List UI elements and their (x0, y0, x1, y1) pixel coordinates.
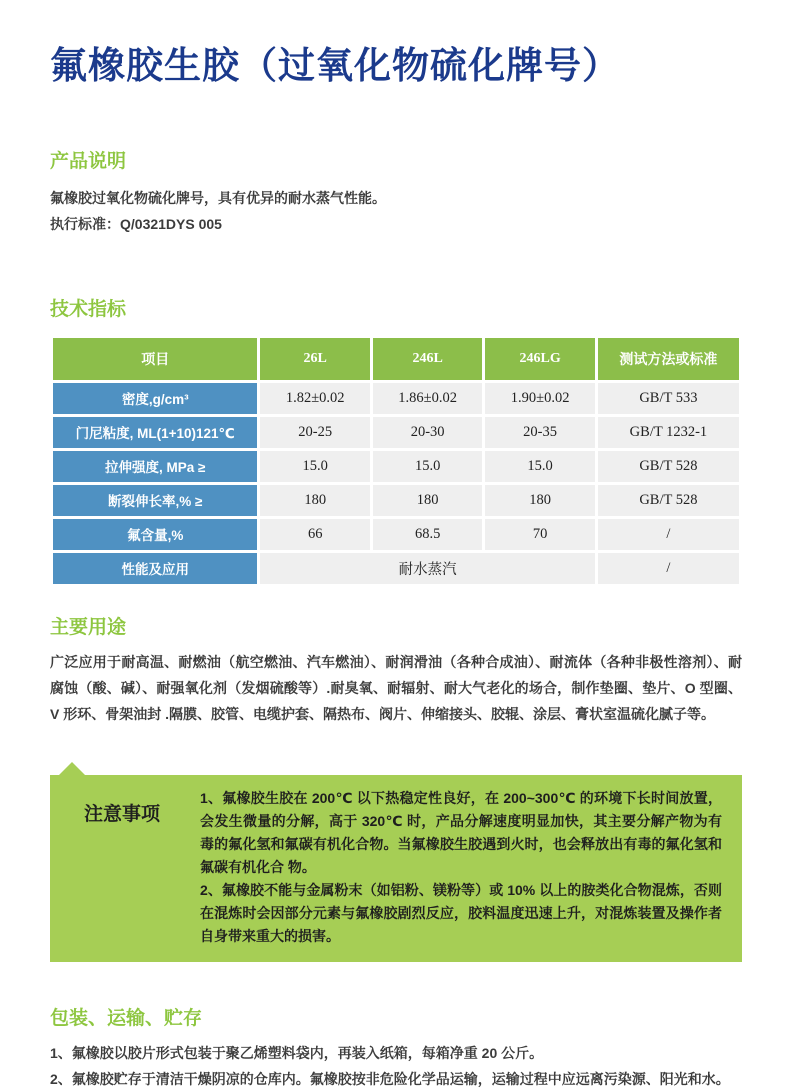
spec-table (50, 335, 742, 587)
packaging-section (50, 1006, 742, 1092)
spec-cell: 15.0 (373, 451, 482, 482)
spec-row-label: 拉伸强度, MPa ≥ (53, 451, 257, 482)
spec-cell: 1.86±0.02 (373, 383, 482, 414)
spec-cell: 20-30 (373, 417, 482, 448)
spec-row-density (53, 383, 739, 414)
spec-cell: 70 (485, 519, 594, 550)
spec-row-tensile-strength (53, 451, 739, 482)
spec-cell: 15.0 (485, 451, 594, 482)
page-title: 氟橡胶生胶（过氧化物硫化牌号） (50, 45, 620, 86)
spec-col-header-method: 测试方法或标准 (598, 338, 739, 380)
spec-row-label: 密度,g/cm³ (53, 383, 257, 414)
spec-row-performance (53, 553, 739, 584)
execution-standard-text: 执行标准：Q/0321DYS 005 (50, 215, 222, 232)
notice-label: 注意事项 (84, 803, 161, 825)
product-datasheet-page (50, 0, 742, 1092)
spec-cell: 66 (260, 519, 369, 550)
spec-cell: 20-35 (485, 417, 594, 448)
spec-row-label: 门尼粘度, ML(1+10)121℃ (53, 417, 257, 448)
main-uses-heading: 主要用途 (50, 616, 127, 638)
spec-cell: 180 (485, 485, 594, 516)
product-description-section (50, 149, 742, 237)
spec-merged-cell: 耐水蒸汽 (260, 553, 594, 584)
spec-method-cell: GB/T 533 (598, 383, 739, 414)
spec-cell: 1.90±0.02 (485, 383, 594, 414)
spec-col-header-246l: 246L (373, 338, 482, 380)
spec-method-cell: / (598, 519, 739, 550)
spec-method-cell: GB/T 1232-1 (598, 417, 739, 448)
spec-cell: 20-25 (260, 417, 369, 448)
notice-pointer-triangle (58, 762, 86, 776)
spec-method-cell: GB/T 528 (598, 485, 739, 516)
notice-box (50, 775, 742, 962)
spec-cell: 15.0 (260, 451, 369, 482)
product-description-text: 氟橡胶过氧化物硫化牌号，具有优异的耐水蒸气性能。 (50, 189, 386, 206)
spec-cell: 180 (260, 485, 369, 516)
spec-row-label: 性能及应用 (53, 553, 257, 584)
packaging-heading: 包装、运输、贮存 (50, 1007, 203, 1029)
spec-cell: 1.82±0.02 (260, 383, 369, 414)
packaging-item-2: 2、氟橡胶贮存于清洁干燥阴凉的仓库内。氟橡胶按非危险化学品运输，运输过程中应远离污染源、阳光和水。 (50, 1070, 730, 1087)
main-uses-text: 广泛应用于耐高温、耐燃油（航空燃油、汽车燃油）、耐润滑油（各种合成油）、耐流体（各种非极性溶剂）、耐腐蚀（酸、碱）、耐强氧化剂（发烟硫酸等）.耐臭氧、耐辐射、耐大气老化的场合，制作垫圈、垫片、O 型圈、V 形环、骨架油封 .隔膜、胶管、电缆护套、隔热布、阀片、伸缩接头、胶辊、涂层、膏状室温硫化腻子等。 (50, 653, 742, 722)
spec-row-label: 氟含量,% (53, 519, 257, 550)
product-description-heading: 产品说明 (50, 150, 127, 172)
spec-row-label: 断裂伸长率,% ≥ (53, 485, 257, 516)
spec-row-fluorine-content (53, 519, 739, 550)
spec-col-header-26l: 26L (260, 338, 369, 380)
spec-cell: 68.5 (373, 519, 482, 550)
spec-col-header-item: 项目 (53, 338, 257, 380)
spec-row-elongation (53, 485, 739, 516)
spec-method-cell: / (598, 553, 739, 584)
tech-specs-heading: 技术指标 (50, 298, 127, 320)
spec-cell: 180 (373, 485, 482, 516)
tech-specs-section (50, 297, 742, 587)
spec-col-header-246lg: 246LG (485, 338, 594, 380)
main-uses-section (50, 615, 742, 727)
packaging-item-1: 1、氟橡胶以胶片形式包装于聚乙烯塑料袋内，再装入纸箱，每箱净重 20 公斤。 (50, 1044, 544, 1061)
spec-method-cell: GB/T 528 (598, 451, 739, 482)
spec-row-mooney-viscosity (53, 417, 739, 448)
spec-header-row (53, 338, 739, 380)
notice-item-2: 2、氟橡胶不能与金属粉末（如铝粉、镁粉等）或 10% 以上的胺类化合物混炼，否则在混炼时会因部分元素与氟橡胶剧烈反应，胶料温度迅速上升，对混炼装置及操作者自身带来重大的损害。 (200, 881, 722, 944)
notice-item-1: 1、氟橡胶生胶在 200℃ 以下热稳定性良好，在 200~300℃ 的环境下长时间放置，会发生微量的分解，高于 320℃ 时，产品分解速度明显加快，其主要分解产物为有毒的氟化氢和氟碳有机化合物。当氟橡胶生胶遇到火时，也会释放出有毒的氟化氢和氟碳有机化合 物。 (200, 789, 722, 875)
notice-text (200, 787, 722, 948)
